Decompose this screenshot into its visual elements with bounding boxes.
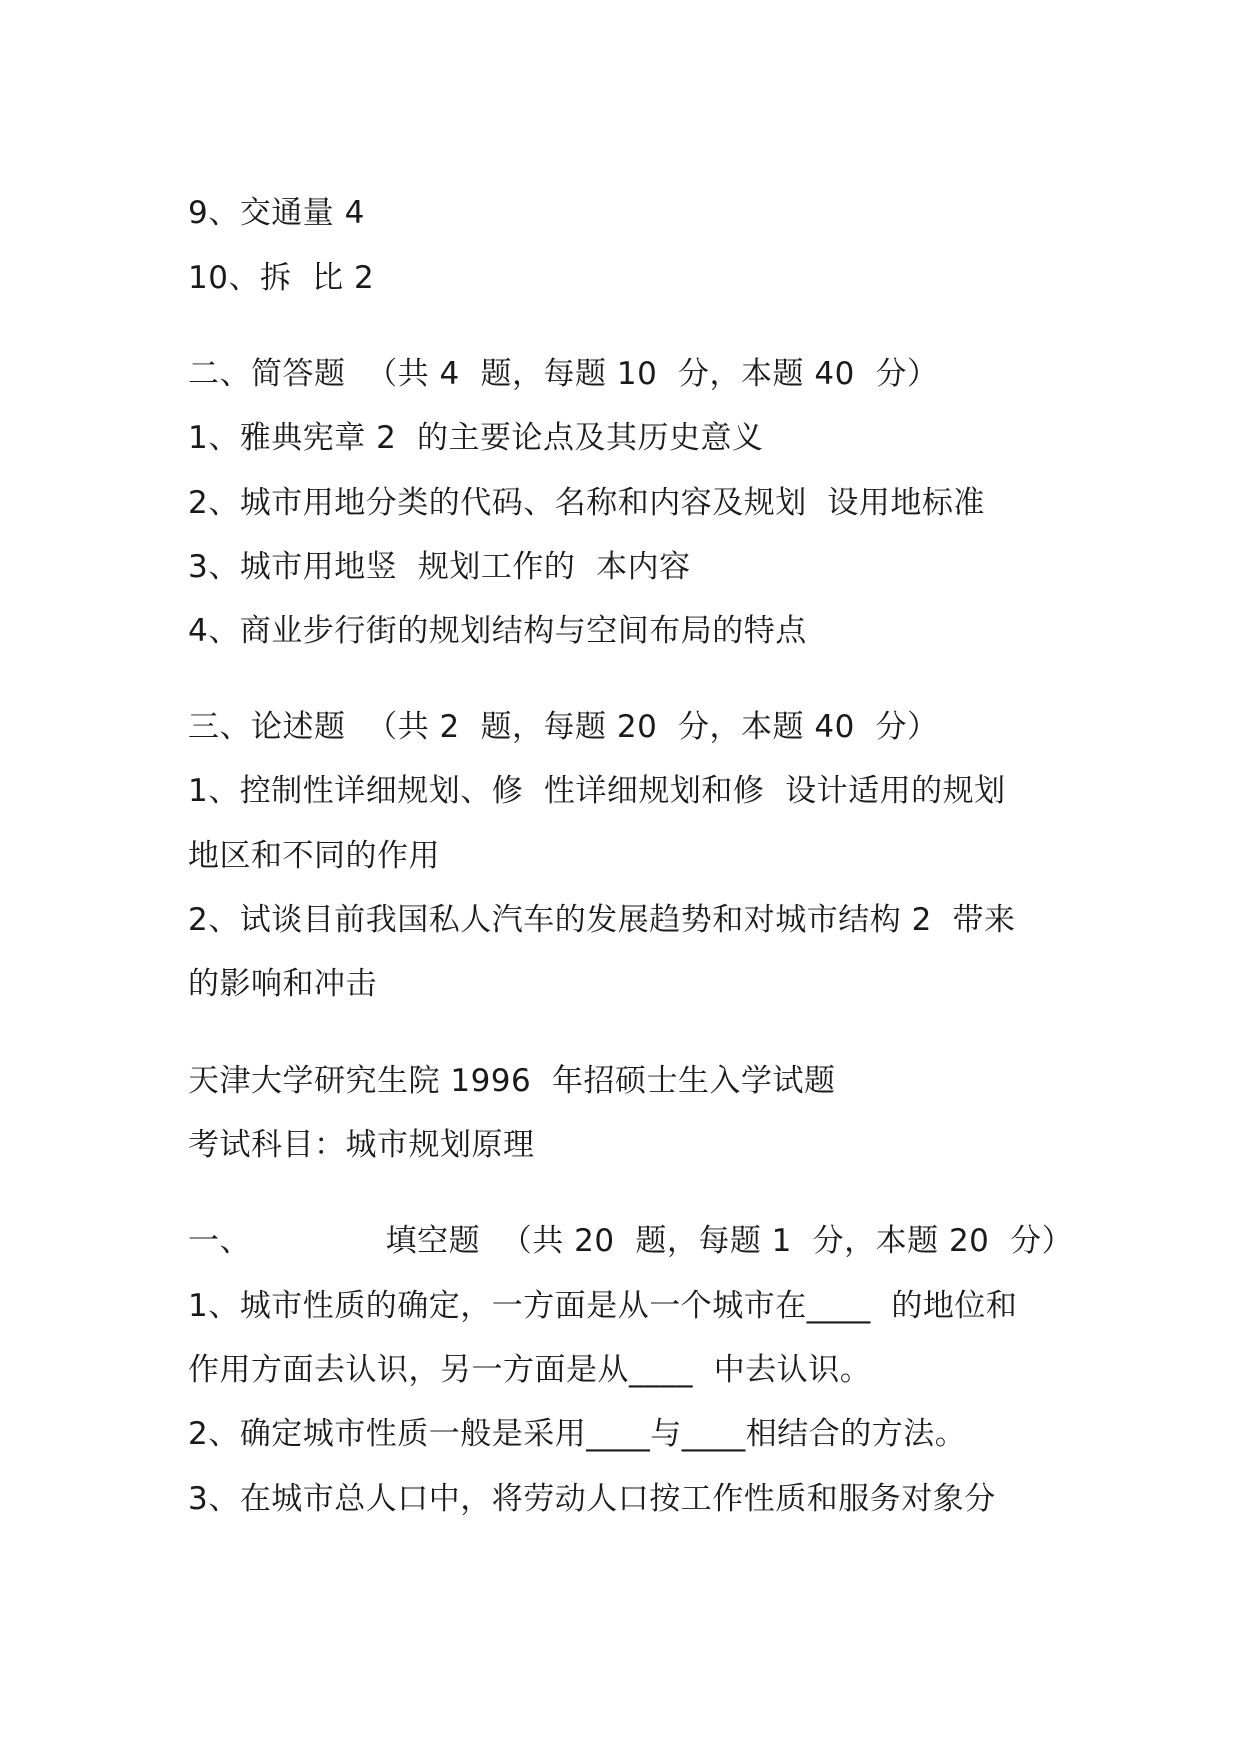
section-heading-essay: 三、论述题 （共 2 题，每题 20 分，本题 40 分） [188,709,939,745]
question-text: 2、试谈目前我国私人汽车的发展趋势和对城市结构 2 带来 [188,902,1016,938]
question-text: 作用方面去认识，另一方面是从____ 中去认识。 [188,1352,872,1388]
section-heading-fill-in: 一、 填空题 （共 20 题，每题 1 分，本题 20 分） [188,1223,1074,1259]
question-text: 1、雅典宪章 2 的主要论点及其历史意义 [188,420,764,456]
question-text: 1、城市性质的确定，一方面是从一个城市在____ 的地位和 [188,1288,1018,1324]
list-item-10: 10、拆 比 2 [188,260,375,296]
exam-subject: 考试科目：城市规划原理 [188,1127,535,1163]
question-text: 1、控制性详细规划、修 性详细规划和修 设计适用的规划 [188,773,1006,809]
question-text: 的影响和冲击 [188,966,377,1002]
question-text: 4、商业步行街的规划结构与空间布局的特点 [188,613,807,649]
question-text: 2、城市用地分类的代码、名称和内容及规划 设用地标准 [188,485,985,521]
question-text: 2、确定城市性质一般是采用____与____相结合的方法。 [188,1416,967,1452]
question-text: 地区和不同的作用 [188,838,440,874]
list-item-9: 9、交通量 4 [188,195,365,231]
question-text: 3、城市用地竖 规划工作的 本内容 [188,549,691,585]
section-heading-short-answer: 二、简答题 （共 4 题，每题 10 分，本题 40 分） [188,356,939,392]
exam-title: 天津大学研究生院 1996 年招硕士生入学试题 [188,1063,836,1099]
question-text: 3、在城市总人口中，将劳动人口按工作性质和服务对象分 [188,1481,996,1517]
